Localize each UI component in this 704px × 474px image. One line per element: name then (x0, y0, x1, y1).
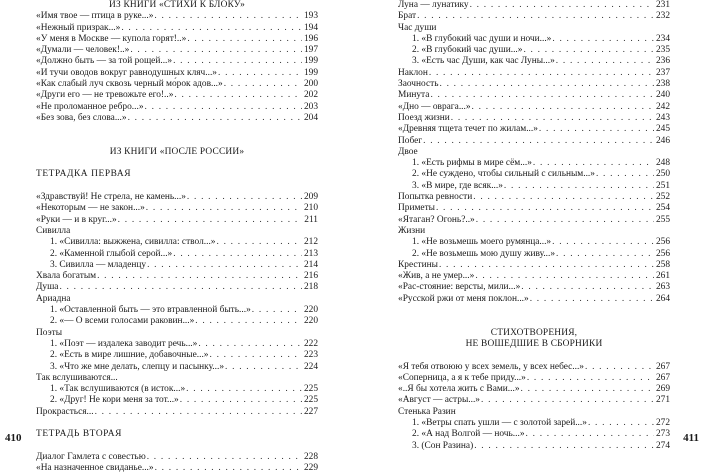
toc-group-title: Ариадна (36, 293, 71, 304)
toc-entry (36, 203, 318, 214)
dot-leader (596, 169, 654, 180)
toc-entry (398, 11, 670, 22)
dot-leader (476, 215, 654, 226)
entry-page-number: 273 (655, 429, 670, 440)
dot-leader (552, 34, 654, 45)
entry-page-number: 234 (655, 33, 670, 44)
toc-entry (36, 260, 318, 271)
entry-title: 1. «В глубокий час души и ночи...» (412, 33, 552, 44)
toc-entry (36, 237, 318, 248)
toc-entry (36, 407, 318, 418)
entry-title: «Соперница, а я к тебе приду...» (398, 372, 526, 383)
dot-leader (173, 56, 302, 67)
entry-page-number: 214 (303, 259, 318, 270)
dot-leader (198, 339, 302, 350)
dot-leader (154, 11, 302, 22)
entry-title: Поезд жизни (398, 112, 450, 123)
entry-title: 2. «Не суждено, чтобы сильный с сильным...» (412, 169, 595, 180)
entry-title: Луна — лунатику (398, 0, 469, 10)
entry-title: Прокрасться... (36, 406, 94, 417)
dot-leader (195, 316, 302, 327)
entry-page-number: 258 (655, 259, 670, 270)
entry-page-number: 232 (655, 11, 670, 22)
subsection-heading: ТЕТРАДКА ПЕРВАЯ (36, 169, 132, 180)
toc-entry (398, 56, 670, 67)
entry-page-number: 194 (303, 22, 318, 33)
entry-title: «Руки — и в круг...» (36, 214, 117, 225)
toc-entry (36, 316, 318, 327)
toc-entry (36, 282, 318, 293)
entry-page-number: 225 (303, 384, 318, 395)
entry-title: «Рас-стояние: версты, мили...» (398, 282, 521, 293)
toc-entry (398, 124, 670, 135)
dot-leader (121, 23, 302, 34)
entry-title: 1. «Есть рифмы в мире сём...» (412, 158, 532, 169)
entry-title: Попытка ревности (398, 192, 473, 203)
spacer (36, 124, 318, 135)
dot-leader (430, 90, 654, 101)
entry-page-number: 237 (655, 67, 670, 78)
toc-group-title: Стенька Разин (398, 406, 456, 417)
toc-entry (36, 11, 318, 22)
dot-leader (556, 56, 654, 67)
entry-title: «Дно — оврага...» (398, 101, 471, 112)
entry-title: 2. «А над Волгой — ночь...» (412, 429, 525, 440)
section-heading: НЕ ВОШЕДШИЕ В СБОРНИКИ (465, 338, 603, 349)
dot-leader (530, 294, 654, 305)
entry-title: «На назначенное свиданье...» (36, 463, 154, 474)
toc-entry (398, 373, 670, 384)
dot-leader (225, 362, 302, 373)
toc-entry (398, 271, 670, 282)
entry-title: «Как слабый луч сквозь черный мо́рок адов...» (36, 79, 223, 90)
entry-page-number: 220 (303, 305, 318, 316)
toc-entry (36, 339, 318, 350)
dot-leader (59, 282, 301, 293)
entry-page-number: 199 (303, 56, 318, 67)
entry-title: «Русской ржи от меня поклон...» (398, 293, 529, 304)
dot-leader (146, 203, 302, 214)
entry-title: «Ятаган? Огонь?..» (398, 214, 475, 225)
entry-title: Заочность (398, 79, 439, 90)
dot-leader (521, 282, 654, 293)
entry-page-number: 223 (303, 350, 318, 361)
right-page (352, 0, 704, 451)
entry-page-number: 252 (655, 192, 670, 203)
toc-entry (36, 215, 318, 226)
entry-title: «Некоторым — не закон...» (36, 203, 145, 214)
dot-leader (95, 407, 302, 418)
entry-title: Приметы (398, 203, 435, 214)
entry-title: 3. «Что же мне делать, слепцу и пасынку...» (50, 361, 225, 372)
entry-title: «Древняя тщета течет по жилам...» (398, 124, 538, 135)
entry-page-number: 271 (655, 395, 670, 406)
spacer (398, 350, 670, 361)
entry-title: 1. «Сивилла: выжжена, сивилла: ствол...» (50, 237, 216, 248)
toc-entry (398, 249, 670, 260)
toc-entry (398, 113, 670, 124)
entry-title: «Жив, а не умер...» (398, 271, 475, 282)
toc-entry (36, 192, 318, 203)
entry-page-number: 211 (304, 214, 318, 225)
toc-entries (398, 0, 670, 452)
toc-entry (398, 68, 670, 79)
entry-page-number: 256 (655, 248, 670, 259)
entry-title: «Други его — не тревожьте его!..» (36, 90, 174, 101)
entry-title: Минута (398, 90, 430, 101)
toc-entry (398, 79, 670, 90)
entry-page-number: 197 (303, 45, 318, 56)
entry-page-number: 267 (655, 372, 670, 383)
page-number: 411 (683, 432, 699, 444)
entry-title: «Нежный призрак...» (36, 22, 121, 33)
dot-leader (97, 271, 302, 282)
toc-entry (36, 384, 318, 395)
entry-page-number: 246 (655, 135, 670, 146)
entry-page-number: 199 (303, 67, 318, 78)
entry-page-number: 261 (655, 271, 670, 282)
entry-title: «Август — астры...» (398, 395, 480, 406)
dot-leader (224, 79, 302, 90)
entry-page-number: 248 (655, 158, 670, 169)
toc-entry (36, 362, 318, 373)
entry-title: Хвала богатым (36, 271, 97, 282)
entry-title: Наклон (398, 67, 428, 78)
toc-entry (398, 0, 670, 11)
dot-leader (472, 102, 654, 113)
dot-leader (473, 192, 654, 203)
entry-title: «Должно быть — за той рощей...» (36, 56, 173, 67)
entry-page-number: 204 (303, 112, 318, 123)
entry-page-number: 227 (303, 406, 318, 417)
toc-entry (36, 34, 318, 45)
dot-leader (588, 418, 654, 429)
entry-page-number: 222 (303, 338, 318, 349)
toc-group-title: Жизни (398, 225, 426, 236)
entry-page-number: 272 (655, 417, 670, 428)
section-heading: ИЗ КНИГИ «СТИХИ К БЛОКУ» (109, 0, 245, 10)
entry-title: 2. «Есть в мире лишние, добавочные...» (50, 350, 209, 361)
spacer (398, 316, 670, 327)
entry-page-number: 245 (655, 124, 670, 135)
page-number: 410 (5, 432, 22, 444)
entry-title: «..Я бы хотела жить с Вами...» (398, 384, 520, 395)
entry-title: Крестины (398, 259, 438, 270)
toc-entry (398, 45, 670, 56)
toc-entries (36, 0, 318, 474)
spacer (36, 181, 318, 192)
dot-leader (439, 260, 654, 271)
entry-page-number: 202 (303, 90, 318, 101)
entry-page-number: 240 (655, 90, 670, 101)
toc-entry (398, 158, 670, 169)
toc-entry (398, 90, 670, 101)
dot-leader (218, 68, 302, 79)
toc-entry (398, 282, 670, 293)
dot-leader (451, 113, 654, 124)
dot-leader (174, 90, 302, 101)
dot-leader (527, 373, 654, 384)
toc-entry (398, 395, 670, 406)
entry-title: 2. «В глубокий час души...» (412, 45, 523, 56)
dot-leader (180, 395, 302, 406)
dot-leader (474, 441, 654, 452)
dot-leader (436, 203, 654, 214)
entry-title: «Имя твое — птица в руке...» (36, 11, 154, 22)
entry-page-number: 251 (655, 180, 670, 191)
entry-page-number: 236 (655, 56, 670, 67)
entry-title: 2. «— О всеми голосами раковин...» (50, 316, 195, 327)
dot-leader (145, 102, 302, 113)
toc-entry (36, 271, 318, 282)
toc-entry (398, 384, 670, 395)
toc-entry (36, 395, 318, 406)
toc-group-title: Так вслушиваются... (36, 372, 118, 383)
toc-entry (36, 305, 318, 316)
entry-page-number: 210 (303, 203, 318, 214)
toc-entry (398, 102, 670, 113)
dot-leader (523, 45, 653, 56)
entry-page-number: 216 (303, 271, 318, 282)
toc-entry (398, 215, 670, 226)
section-heading: ИЗ КНИГИ «ПОСЛЕ РОССИИ» (109, 146, 245, 157)
entry-title: «Не проломанное ребро...» (36, 101, 144, 112)
entry-page-number: 196 (303, 33, 318, 44)
entry-page-number: 209 (303, 192, 318, 203)
dot-leader (155, 463, 302, 474)
dot-leader (504, 181, 654, 192)
dot-leader (585, 362, 654, 373)
toc-entry (36, 90, 318, 101)
toc-group-title: Двое (398, 146, 418, 157)
entry-page-number: 263 (655, 282, 670, 293)
dot-leader (475, 271, 654, 282)
spacer (36, 441, 318, 452)
dot-leader (552, 237, 654, 248)
toc-entry (36, 68, 318, 79)
toc-entry (398, 192, 670, 203)
dot-leader (147, 260, 302, 271)
toc-entry (398, 362, 670, 373)
toc-entry (398, 429, 670, 440)
entry-page-number: 267 (655, 361, 670, 372)
entry-title: «Я тебя отвоюю у всех земель, у всех небес...» (398, 361, 584, 372)
dot-leader (147, 452, 302, 463)
toc-entry (398, 181, 670, 192)
entry-title: «Без зова, без слова...» (36, 112, 127, 123)
spacer (36, 418, 318, 429)
spacer (398, 305, 670, 316)
entry-page-number: 220 (303, 316, 318, 327)
entry-page-number: 200 (303, 79, 318, 90)
entry-title: Душа (36, 282, 59, 293)
dot-leader (417, 11, 654, 22)
dot-leader (533, 158, 654, 169)
dot-leader (429, 68, 654, 79)
toc-entry (36, 350, 318, 361)
entry-page-number: 193 (303, 11, 318, 22)
entry-title: 1. «Поэт — издалека заводит речь...» (50, 338, 198, 349)
dot-leader (209, 350, 301, 361)
entry-page-number: 231 (655, 0, 670, 10)
entry-page-number: 213 (303, 248, 318, 259)
section-heading: СТИХОТВОРЕНИЯ, (490, 327, 578, 338)
entry-title: «Здравствуй! Не стрела, не камень...» (36, 192, 186, 203)
toc-entry (398, 203, 670, 214)
entry-title: 2. «Каменной глыбой серой...» (50, 248, 173, 259)
dot-leader (130, 45, 302, 56)
dot-leader (187, 34, 302, 45)
toc-entry (398, 237, 670, 248)
entry-title: «Думали — человек!..» (36, 45, 130, 56)
entry-page-number: 264 (655, 293, 670, 304)
toc-group-title: Сивилла (36, 225, 71, 236)
toc-entry (398, 294, 670, 305)
toc-entry (398, 418, 670, 429)
dot-leader (423, 136, 654, 147)
entry-page-number: 254 (655, 203, 670, 214)
toc-entry (398, 441, 670, 452)
toc-entry (36, 23, 318, 34)
dot-leader (470, 0, 654, 11)
dot-leader (521, 384, 654, 395)
dot-leader (128, 113, 302, 124)
entry-page-number: 218 (303, 282, 318, 293)
entry-page-number: 228 (303, 451, 318, 462)
entry-page-number: 243 (655, 112, 670, 123)
dot-leader (481, 395, 654, 406)
entry-page-number: 250 (655, 169, 670, 180)
dot-leader (173, 249, 302, 260)
entry-page-number: 229 (303, 463, 318, 474)
entry-title: 1. «Оставленной быть — это втравленной быть...» (50, 305, 251, 316)
toc-entry (36, 249, 318, 260)
entry-title: 2. «Друг! Не кори меня за тот...» (50, 395, 179, 406)
entry-page-number: 242 (655, 101, 670, 112)
toc-entry (36, 102, 318, 113)
entry-page-number: 235 (655, 45, 670, 56)
dot-leader (252, 305, 302, 316)
toc-entry (398, 136, 670, 147)
toc-entry (36, 79, 318, 90)
dot-leader (526, 429, 654, 440)
entry-title: 1. «Не возьмешь моего румянца...» (412, 237, 552, 248)
entry-page-number: 256 (655, 237, 670, 248)
entry-title: «И тучи оводов вокруг равнодушных кляч...» (36, 67, 217, 78)
toc-entry (36, 56, 318, 67)
toc-entry (398, 260, 670, 271)
entry-title: Брат (398, 11, 417, 22)
subsection-heading: ТЕТРАДЬ ВТОРАЯ (36, 429, 123, 440)
dot-leader (186, 384, 302, 395)
toc-entry (398, 169, 670, 180)
entry-title: 1. «Так вслушиваются (в исток...» (50, 384, 186, 395)
entry-page-number: 212 (303, 237, 318, 248)
entry-page-number: 269 (655, 384, 670, 395)
entry-page-number: 224 (303, 361, 318, 372)
entry-title: 1. «Ветры спать ушли — с золотой зарей...» (412, 417, 587, 428)
dot-leader (556, 249, 654, 260)
entry-title: Диалог Гамлета с совестью (36, 451, 146, 462)
entry-page-number: 274 (655, 440, 670, 451)
entry-title: «У меня в Москве — купола горят!..» (36, 33, 187, 44)
toc-entry (398, 34, 670, 45)
entry-title: 3. (Сон Разина) (412, 440, 474, 451)
entry-page-number: 238 (655, 79, 670, 90)
spacer (36, 136, 318, 147)
toc-entry (36, 113, 318, 124)
entry-title: Побег (398, 135, 423, 146)
dot-leader (187, 192, 302, 203)
spacer (36, 158, 318, 169)
entry-page-number: 255 (655, 214, 670, 225)
dot-leader (539, 124, 654, 135)
entry-title: 3. Сивилла — младенцу (50, 259, 147, 270)
entry-title: 3. «В мире, где всяк...» (412, 180, 503, 191)
dot-leader (217, 237, 302, 248)
entry-page-number: 203 (303, 101, 318, 112)
entry-page-number: 225 (303, 395, 318, 406)
toc-group-title: Поэты (36, 327, 62, 338)
toc-group-title: Час души (398, 22, 437, 33)
dot-leader (118, 215, 303, 226)
toc-entry (36, 463, 318, 474)
toc-entry (36, 45, 318, 56)
toc-entry (36, 452, 318, 463)
entry-title: 3. «Есть час Души, как час Луны...» (412, 56, 555, 67)
dot-leader (440, 79, 654, 90)
entry-title: 2. «Не возьмешь мою душу живу...» (412, 248, 556, 259)
